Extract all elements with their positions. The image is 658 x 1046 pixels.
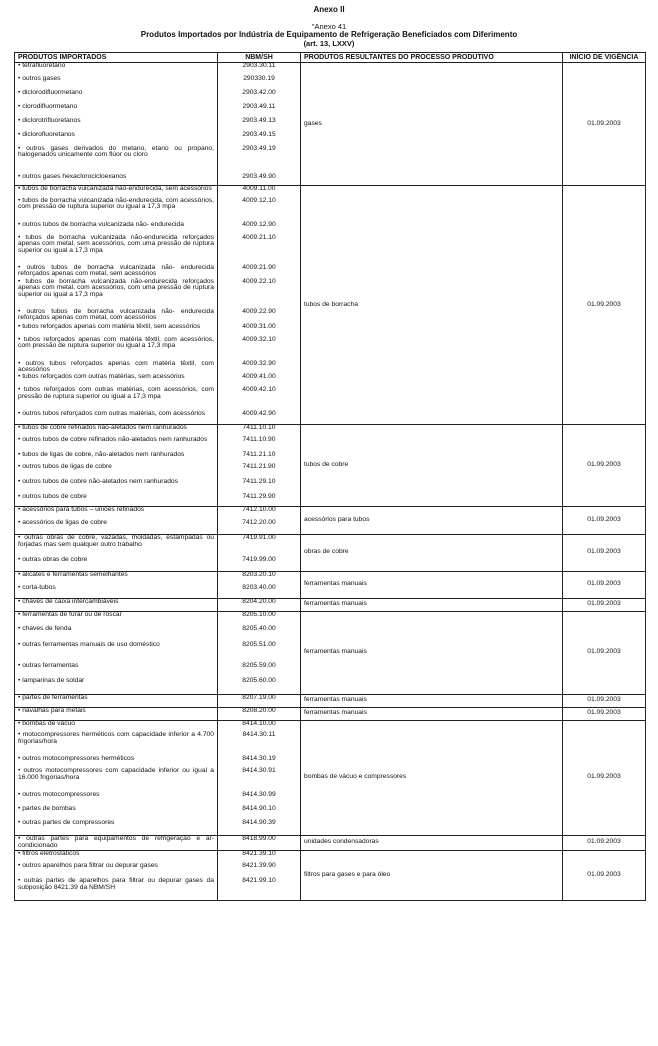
product-name: • acessórios para tubos – uniões refinados <box>18 506 144 513</box>
nbm-code: 7412.10.00 <box>218 506 301 520</box>
nbm-code: 7411.10.10 <box>218 424 301 437</box>
product-cell <box>15 571 218 585</box>
nbm-code: 2903.49.15 <box>218 132 301 146</box>
table-row <box>15 506 646 520</box>
table-header-row <box>15 53 646 63</box>
column-header-start: INÍCIO DE VIGÊNCIA <box>563 53 646 63</box>
product-cell <box>15 337 218 361</box>
product-cell <box>15 707 218 720</box>
start-date: 01.09.2003 <box>563 611 646 694</box>
product-name: • tubos de borracha vulcanizada não-endurecida, com acessórios, com pressão de ruptura superior ou igual a 17,3 mpa <box>18 197 214 211</box>
resulting-product: gases <box>301 63 563 186</box>
product-cell <box>15 464 218 479</box>
product-cell <box>15 309 218 324</box>
product-cell <box>15 878 218 900</box>
nbm-code: 4009.11.00 <box>218 186 301 198</box>
product-cell <box>15 520 218 534</box>
product-cell <box>15 411 218 424</box>
nbm-code: 7411.21.10 <box>218 452 301 464</box>
product-name: • diclorodifluormetano <box>18 89 82 96</box>
product-cell <box>15 678 218 694</box>
nbm-code: 4009.32.10 <box>218 337 301 361</box>
product-name: • outras ferramentas <box>18 662 78 669</box>
product-cell <box>15 174 218 186</box>
nbm-code: 8414.30.19 <box>218 756 301 768</box>
nbm-code: 4009.42.90 <box>218 411 301 424</box>
product-cell <box>15 279 218 309</box>
table-row <box>15 611 646 626</box>
start-date: 01.09.2003 <box>563 63 646 186</box>
product-cell <box>15 585 218 598</box>
nbm-code: 4009.32.90 <box>218 361 301 375</box>
product-name: • tetrafluoretano <box>18 62 65 69</box>
nbm-code: 7411.29.10 <box>218 479 301 494</box>
product-name: • outros tubos de borracha vulcanizada não- endurecida reforçados apenas com metal, sem acessórios <box>18 264 214 278</box>
start-date: 01.09.2003 <box>563 534 646 571</box>
start-date: 01.09.2003 <box>563 720 646 835</box>
resulting-product: acessórios para tubos <box>301 506 563 534</box>
resulting-product: tubos de borracha <box>301 186 563 425</box>
product-name: • outros motocompressores <box>18 791 100 798</box>
product-cell <box>15 104 218 118</box>
product-name: • tubos de borracha vulcanizada não-endurecida reforçados apenas com metal, com acessórios, com uma pressão de ruptura superior ou igual a 17,3 mpa <box>18 278 214 299</box>
product-name: • outros tubos de borracha vulcanizada não- endurecida <box>18 221 184 228</box>
resulting-product: filtros para gases e para óleo <box>301 850 563 900</box>
column-header-results: PRODUTOS RESULTANTES DO PROCESSO PRODUTIVO <box>301 53 563 63</box>
nbm-code: 4009.41.00 <box>218 374 301 387</box>
nbm-code: 4009.31.00 <box>218 324 301 337</box>
column-header-nbm: NBM/SH <box>218 53 301 63</box>
product-cell <box>15 198 218 222</box>
nbm-code: 8421.39.10 <box>218 850 301 863</box>
resulting-product: bombas de vácuo e compressores <box>301 720 563 835</box>
product-name: • outros tubos de cobre <box>18 493 87 500</box>
product-name: • tubos de ligas de cobre, não-aletados nem ranhurados <box>18 451 184 458</box>
start-date: 01.09.2003 <box>563 571 646 598</box>
product-name: • tubos reforçados com outras matérias, com acessórios, com pressão de ruptura superior ou igual a 17,3 mpa <box>18 386 214 400</box>
nbm-code: 8207.19.00 <box>218 694 301 707</box>
table-row <box>15 694 646 707</box>
table-row <box>15 835 646 850</box>
product-cell <box>15 437 218 452</box>
product-name: • outros gases hexaclorocicloexanos <box>18 173 126 180</box>
annex-title: Anexo II <box>313 5 345 14</box>
product-cell <box>15 76 218 90</box>
product-cell <box>15 494 218 506</box>
start-date: 01.09.2003 <box>563 707 646 720</box>
nbm-code: 8421.39.90 <box>218 863 301 878</box>
resulting-product: ferramentas manuais <box>301 707 563 720</box>
table-row <box>15 63 646 76</box>
product-name: • tubos de cobre refinados não-aletados nem ranhurados <box>18 424 187 431</box>
nbm-code: 8205.40.00 <box>218 626 301 642</box>
product-name: • clorodifluormetano <box>18 103 77 110</box>
resulting-product: tubos de cobre <box>301 424 563 506</box>
start-date: 01.09.2003 <box>563 850 646 900</box>
product-name: • outras partes de aparelhos para filtrar ou depurar gases da subposição 8421.39 da NBM/SH <box>18 877 214 891</box>
product-cell <box>15 732 218 756</box>
product-name: • outros gases derivados do metano, etano ou propano, halogenados unicamente com flúor ou cloro <box>18 145 214 159</box>
nbm-code: 8205.51.00 <box>218 642 301 663</box>
product-name: • outros motocompressores herméticos <box>18 755 134 762</box>
product-name: • outras obras de cobre, vazadas, moldadas, estampadas ou forjadas mas sem qualquer outro trabalho <box>18 534 214 548</box>
product-cell <box>15 506 218 520</box>
product-name: • bombas de vácuo <box>18 720 75 727</box>
sub-annex-title: "Anexo 41 <box>311 22 347 32</box>
nbm-code: 8203.20.10 <box>218 571 301 585</box>
table-row <box>15 571 646 585</box>
product-cell <box>15 820 218 835</box>
product-name: • outras partes de compressores <box>18 819 114 826</box>
start-date: 01.09.2003 <box>563 835 646 850</box>
product-cell <box>15 792 218 806</box>
table-title: Produtos Importados por Indústria de Equipamento de Refrigeração Beneficiados com Diferimento <box>140 30 518 40</box>
product-name: • tubos de borracha vulcanizada não-endurecida, sem acessórios <box>18 185 212 192</box>
product-name: • alicates e ferramentas semelhantes <box>18 571 128 578</box>
table-row <box>15 598 646 611</box>
product-cell <box>15 642 218 663</box>
nbm-code: 8205.59.00 <box>218 663 301 678</box>
nbm-code: 7419.99.00 <box>218 557 301 571</box>
nbm-code: 2903.49.19 <box>218 146 301 174</box>
product-cell <box>15 806 218 820</box>
resulting-product: ferramentas manuais <box>301 694 563 707</box>
product-name: • ferramentas de furar ou de roscar <box>18 611 122 618</box>
nbm-code: 8203.40.00 <box>218 585 301 598</box>
product-name: • tubos reforçados apenas com matéria têxtil, sem acessórios <box>18 323 200 330</box>
product-cell <box>15 611 218 626</box>
nbm-code: 8414.90.10 <box>218 806 301 820</box>
product-name: • outros gases <box>18 75 61 82</box>
product-name: • motocompressores herméticos com capacidade inferior a 4.700 frigorias/hora <box>18 731 214 745</box>
product-cell <box>15 557 218 571</box>
product-cell <box>15 598 218 611</box>
nbm-code: 7411.21.90 <box>218 464 301 479</box>
product-cell <box>15 235 218 265</box>
nbm-code: 2903.49.90 <box>218 174 301 186</box>
nbm-code: 8414.90.39 <box>218 820 301 835</box>
column-header-products: PRODUTOS IMPORTADOS <box>15 53 218 63</box>
resulting-product: unidades condensadoras <box>301 835 563 850</box>
nbm-code: 8414.10.00 <box>218 720 301 732</box>
product-name: • diclorotrifluoretanos <box>18 117 81 124</box>
product-name: • outros tubos de cobre refinados não-aletados nem ranhurados <box>18 436 207 443</box>
product-name: • acessórios de ligas de cobre <box>18 519 107 526</box>
product-name: • navalhas para metais <box>18 707 86 714</box>
product-cell <box>15 90 218 104</box>
table-row <box>15 534 646 557</box>
nbm-code: 4009.22.90 <box>218 309 301 324</box>
nbm-code: 2903.30.11 <box>218 63 301 76</box>
nbm-code: 4009.21.10 <box>218 235 301 265</box>
product-name: • outros aparelhos para filtrar ou depurar gases <box>18 862 158 869</box>
product-name: • outras obras de cobre <box>18 556 87 563</box>
nbm-code: 4009.12.10 <box>218 198 301 222</box>
product-name: • tubos reforçados com outras matérias, sem acessórios <box>18 373 185 380</box>
nbm-code: 8205.10.00 <box>218 611 301 626</box>
product-name: • outros tubos reforçados apenas com matéria têxtil, com acessórios <box>18 360 214 374</box>
nbm-code: 8418.99.00 <box>218 835 301 850</box>
product-name: • outros tubos reforçados com outras matérias, com acessórios <box>18 410 205 417</box>
resulting-product: obras de cobre <box>301 534 563 571</box>
product-name: • lamparinas de soldar <box>18 677 84 684</box>
product-name: • chaves de caixa intercambiáveis <box>18 598 118 605</box>
nbm-code: 4009.12.90 <box>218 222 301 235</box>
product-cell <box>15 118 218 132</box>
product-cell <box>15 626 218 642</box>
products-table <box>14 52 646 901</box>
product-cell <box>15 265 218 279</box>
table-row <box>15 707 646 720</box>
nbm-code: 7411.10.90 <box>218 437 301 452</box>
resulting-product: ferramentas manuais <box>301 571 563 598</box>
nbm-code: 2903.49.13 <box>218 118 301 132</box>
product-cell <box>15 387 218 411</box>
product-cell <box>15 768 218 792</box>
nbm-code: 2903.42.00 <box>218 90 301 104</box>
nbm-code: 4009.42.10 <box>218 387 301 411</box>
nbm-code: 290330.19 <box>218 76 301 90</box>
nbm-code: 8414.30.11 <box>218 732 301 756</box>
nbm-code: 4009.21.90 <box>218 265 301 279</box>
product-name: • outros motocompressores com capacidade inferior ou igual a 16.000 frigorias/hora <box>18 767 214 781</box>
product-cell <box>15 835 218 850</box>
nbm-code: 8204.20.00 <box>218 598 301 611</box>
product-name: • filtros eletrostáticos <box>18 850 79 857</box>
product-name: • outras partes para equipamentos de refrigeração e ar-condicionado <box>18 835 214 849</box>
nbm-code: 4009.22.10 <box>218 279 301 309</box>
product-name: • outras ferramentas manuais de uso doméstico <box>18 641 160 648</box>
product-name: • corta-tubos <box>18 584 56 591</box>
product-cell <box>15 479 218 494</box>
resulting-product: ferramentas manuais <box>301 611 563 694</box>
article-reference: (art. 13, LXXV) <box>303 38 355 48</box>
nbm-code: 7412.20.00 <box>218 520 301 534</box>
nbm-code: 2903.49.11 <box>218 104 301 118</box>
product-cell <box>15 663 218 678</box>
product-cell <box>15 132 218 146</box>
start-date: 01.09.2003 <box>563 598 646 611</box>
product-name: • outros tubos de ligas de cobre <box>18 463 112 470</box>
product-name: • partes de ferramentas <box>18 694 88 701</box>
product-name: • outros tubos de cobre não-aletados nem ranhurados <box>18 478 178 485</box>
product-name: • outros tubos de borracha vulcanizada não- endurecida reforçados apenas com metal, com acessórios <box>18 308 214 322</box>
nbm-code: 7411.29.90 <box>218 494 301 506</box>
product-name: • chaves de fenda <box>18 625 71 632</box>
product-name: • diclorofluoretanos <box>18 131 75 138</box>
nbm-code: 8205.60.00 <box>218 678 301 694</box>
start-date: 01.09.2003 <box>563 186 646 425</box>
resulting-product: ferramentas manuais <box>301 598 563 611</box>
product-name: • tubos reforçados apenas com matéria têxtil, com acessórios, com pressão de ruptura superior ou igual a 17,3 mpa <box>18 336 214 350</box>
start-date: 01.09.2003 <box>563 506 646 534</box>
product-name: • partes de bombas <box>18 805 76 812</box>
nbm-code: 8208.20.00 <box>218 707 301 720</box>
document-header <box>0 0 658 48</box>
start-date: 01.09.2003 <box>563 694 646 707</box>
nbm-code: 7419.91.00 <box>218 534 301 557</box>
start-date: 01.09.2003 <box>563 424 646 506</box>
product-cell <box>15 694 218 707</box>
nbm-code: 8414.30.91 <box>218 768 301 792</box>
nbm-code: 8421.99.10 <box>218 878 301 900</box>
nbm-code: 8414.30.99 <box>218 792 301 806</box>
product-cell <box>15 146 218 174</box>
product-name: • tubos de borracha vulcanizada não-endurecida reforçados apenas com metal, sem acessórios, com uma pressão de ruptura superior ou igual a 17,3 mpa <box>18 234 214 255</box>
product-cell <box>15 863 218 878</box>
product-cell <box>15 534 218 557</box>
product-cell <box>15 361 218 375</box>
table-body <box>15 63 646 901</box>
